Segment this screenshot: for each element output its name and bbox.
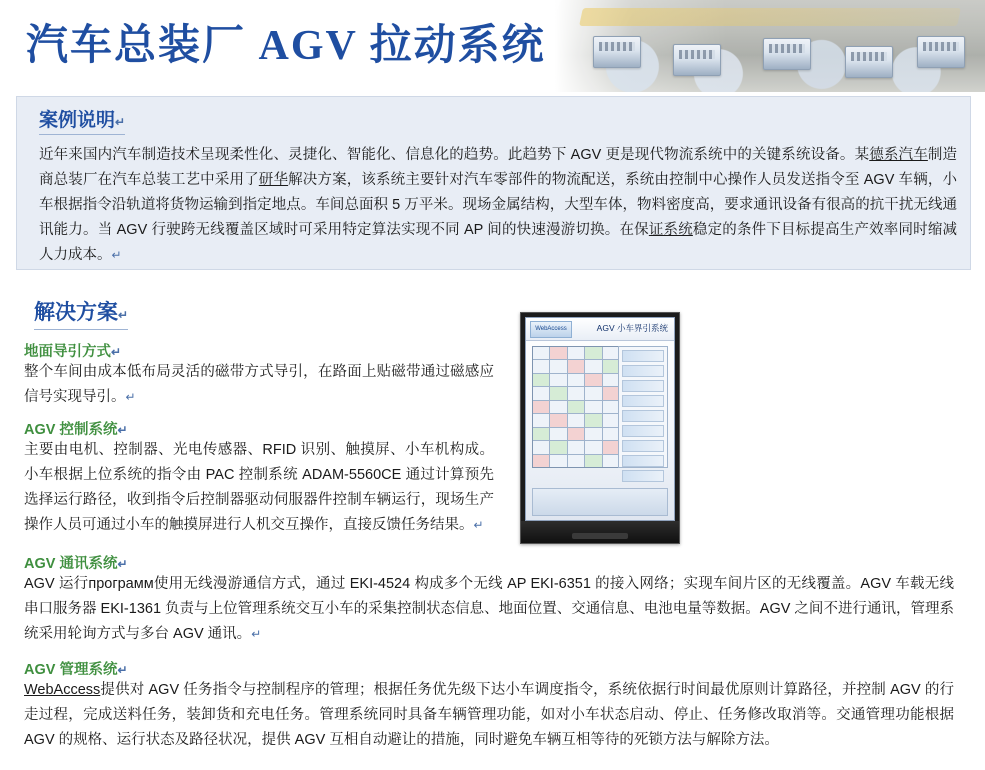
figure-monitor-base bbox=[521, 521, 679, 543]
figure-monitor-stand bbox=[572, 533, 628, 539]
solution-heading bbox=[34, 296, 128, 330]
paragraph-mark: ↵ bbox=[473, 518, 484, 532]
link-system-assurance[interactable]: 证系统 bbox=[648, 222, 693, 238]
subsection-heading-agv-control bbox=[24, 418, 128, 439]
figure-side-panel bbox=[618, 346, 668, 468]
banner-vehicle-illustration bbox=[555, 34, 985, 92]
paragraph-mark: ↵ bbox=[117, 557, 128, 571]
subsection-body-text: 整个车间由成本低布局灵活的磁带方式导引，在路面上贴磁带通过磁感应信号实现导引。 bbox=[24, 364, 494, 405]
page-title: 汽车总装厂 AGV 拉动系统 bbox=[26, 23, 546, 69]
case-paragraph-2: 制造商总装厂在汽车总装工艺中采用了 bbox=[39, 147, 958, 188]
paragraph-mark: ↵ bbox=[251, 627, 262, 641]
case-heading-text: 案例说明 bbox=[39, 110, 116, 131]
subsection-body-ground-guidance bbox=[24, 360, 494, 410]
subsection-body-agv-management bbox=[24, 678, 954, 753]
subsection-title-text: AGV 控制系统 bbox=[24, 422, 118, 438]
subsection-heading-agv-management bbox=[24, 658, 128, 679]
agv-vehicle-icon bbox=[673, 44, 721, 76]
case-description-heading bbox=[39, 105, 125, 135]
case-paragraph-4: 稳定的条件下目标提高生产效率同时缩减人力成本。 bbox=[39, 222, 958, 263]
paragraph-mark: ↵ bbox=[117, 663, 128, 677]
solution-heading-text: 解决方案 bbox=[34, 300, 118, 324]
subsection-heading-ground-guidance bbox=[24, 340, 121, 361]
paragraph-mark: ↵ bbox=[117, 423, 128, 437]
case-paragraph-3: 解决方案，该系统主要针对汽车零部件的物流配送，系统由控制中心操作人员发送指令至 AGV 车辆，小车根据指令沿轨道将货物运输到指定地点。车间总面积 5 万平米。现场金属结构，大型车体，物料密度高，要求通讯设备有很高的抗干扰无线通讯能力。当 AGV 行驶跨无线覆盖区域时可采用特定算法实现不同 AP 间的快速漫游切换。在保 bbox=[39, 172, 958, 238]
paragraph-mark: ↵ bbox=[111, 345, 122, 359]
subsection-title-text: AGV 管理系统 bbox=[24, 662, 118, 678]
paragraph-mark: ↵ bbox=[111, 248, 122, 262]
agv-vehicle-icon bbox=[763, 38, 811, 70]
paragraph-mark: ↵ bbox=[115, 115, 126, 129]
agv-vehicle-icon bbox=[917, 36, 965, 68]
agv-vehicle-icon bbox=[593, 36, 641, 68]
subsection-title-text: 地面导引方式 bbox=[24, 344, 111, 360]
figure-bottom-bar bbox=[532, 488, 668, 516]
webaccess-logo-icon: WebAccess bbox=[530, 321, 572, 338]
subsection-body-agv-communication bbox=[24, 572, 954, 647]
link-german-automaker[interactable]: 德系汽车 bbox=[869, 147, 928, 163]
agv-hmi-screenshot-figure bbox=[520, 312, 680, 544]
case-paragraph-1: 近年来国内汽车制造技术呈现柔性化、灵捷化、智能化、信息化的趋势。此趋势下 AGV 更是现代物流系统中的关键系统设备。某 bbox=[39, 147, 870, 163]
subsection-body-text: AGV 运行программ使用无线漫游通信方式，通过 EKI-4524 构成多个无线 AP EKI-6351 的接入网络；实现车间片区的无线覆盖。AGV 车载无线串口服务器 EKI-1361 负责与上位管理系统交互小车的采集控制状态信息、地面位置、交通信息、电池电量等数据。AGV 之间不进行通讯，管理系统采用轮询方式与多台 AGV 通讯。 bbox=[24, 576, 954, 642]
subsection-title-text: AGV 通讯系统 bbox=[24, 556, 118, 572]
paragraph-mark: ↵ bbox=[118, 308, 129, 322]
link-webaccess[interactable]: WebAccess bbox=[24, 682, 101, 698]
case-description-box bbox=[16, 96, 971, 270]
figure-topbar bbox=[526, 318, 674, 341]
figure-caption-text: AGV 小车界引系统 bbox=[596, 323, 668, 333]
subsection-body-agv-control bbox=[24, 438, 494, 538]
paragraph-mark: ↵ bbox=[125, 390, 136, 404]
page-banner bbox=[0, 0, 985, 92]
agv-vehicle-icon bbox=[845, 46, 893, 78]
subsection-body-text: 主要由电机、控制器、光电传感器、RFID 识别、触摸屏、小车机构成。小车根据上位系统的指令由 PAC 控制系统 ADAM-5560CE 通过计算预先选择运行路径，收到指令后控制器驱动伺服器件控制车辆运行，现场生产操作人员可通过小车的触摸屏进行人机交互操作，直接反馈任务结果。 bbox=[24, 442, 494, 533]
figure-status-grid bbox=[532, 346, 620, 468]
link-advantech[interactable]: 研华 bbox=[258, 172, 289, 188]
figure-screen bbox=[525, 317, 675, 521]
subsection-heading-agv-communication bbox=[24, 552, 128, 573]
case-description-text bbox=[39, 143, 957, 268]
subsection-body-text: 提供对 AGV 任务指令与控制程序的管理；根据任务优先级下达小车调度指令，系统依据行时间最优原则计算路径，并控制 AGV 的行走过程，完成送料任务，装卸货和充电任务。管理系统同时具备车辆管理功能，如对小车状态启动、停止、任务修改取消等。交通管理功能根据 AGV 的规格、运行状态及路径状况，提供 AGV 互相自动避让的措施，同时避免车辆互相等待的死锁方法与解除方法。 bbox=[24, 682, 954, 748]
